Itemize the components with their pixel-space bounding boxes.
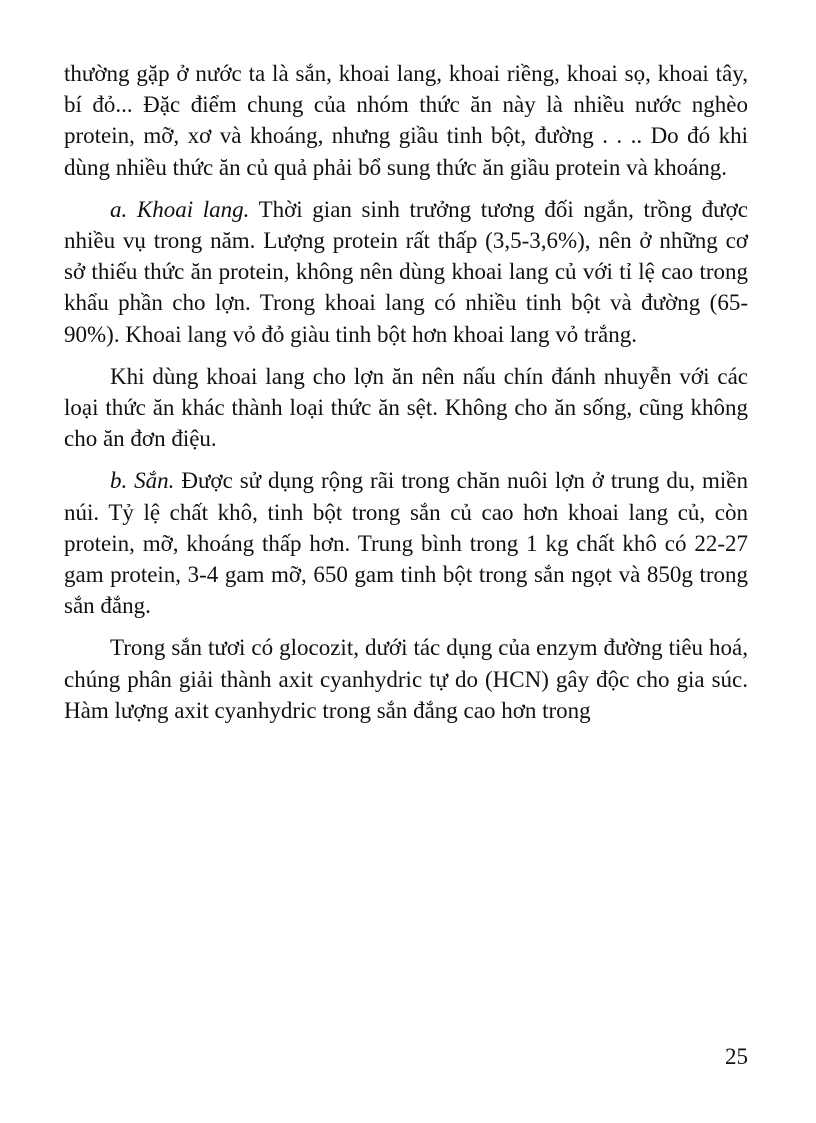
paragraph-khoai-lang-usage (64, 361, 748, 455)
paragraph-san-toxin-text: Trong sắn tươi có glocozit, dưới tác dụng của enzym đường tiêu hoá, chúng phân giải thành axit cyanhydric tự do (HCN) gây độc cho gia súc. Hàm lượng axit cyanhydric trong sắn đắng cao hơn trong (64, 635, 748, 723)
paragraph-san-toxin (64, 632, 748, 726)
page-number: 25 (725, 1044, 748, 1069)
paragraph-khoai-lang-usage-text: Khi dùng khoai lang cho lợn ăn nên nấu chín đánh nhuyễn với các loại thức ăn khác thành loại thức ăn sệt. Không cho ăn sống, cũng không cho ăn đơn điệu. (64, 363, 748, 452)
paragraph-san-text: Được sử dụng rộng rãi trong chăn nuôi lợn ở trung du, miền núi. Tỷ lệ chất khô, tinh bột trong sắn củ cao hơn khoai lang củ, còn protein, mỡ, khoáng thấp hơn. Trung bình trong 1 kg chất khô có 22-27 gam protein, 3-4 gam mỡ, 650 gam tinh bột trong sắn ngọt và 850g trong sắn đắng. (64, 468, 749, 619)
section-heading-khoai-lang: a. Khoai lang. (110, 196, 250, 222)
paragraph-san (64, 465, 748, 621)
paragraph-intro-text: thường gặp ở nước ta là sắn, khoai lang, khoai riềng, khoai sọ, khoai tây, bí đỏ... Đặc điểm chung của nhóm thức ăn này là nhiều nước nghèo protein, mỡ, xơ và khoáng, nhưng giầu tinh bột, đường . . .. Do đó khi dùng nhiều thức ăn củ quả phải bổ sung thức ăn giầu protein và khoáng. (64, 61, 748, 180)
paragraph-khoai-lang (64, 194, 748, 350)
page-body (64, 58, 748, 737)
section-heading-san: b. Sắn. (110, 468, 175, 494)
paragraph-khoai-lang-text: Thời gian sinh trưởng tương đối ngắn, trồng được nhiều vụ trong năm. Lượng protein rất thấp (3,5-3,6%), nên ở những cơ sở thiếu thức ăn protein, không nên dùng khoai lang củ với tỉ lệ cao trong khẩu phần cho lợn. Trong khoai lang có nhiều tinh bột và đường (65-90%). Khoai lang vỏ đỏ giàu tinh bột hơn khoai lang vỏ trắng. (64, 196, 749, 347)
paragraph-intro (64, 58, 748, 183)
